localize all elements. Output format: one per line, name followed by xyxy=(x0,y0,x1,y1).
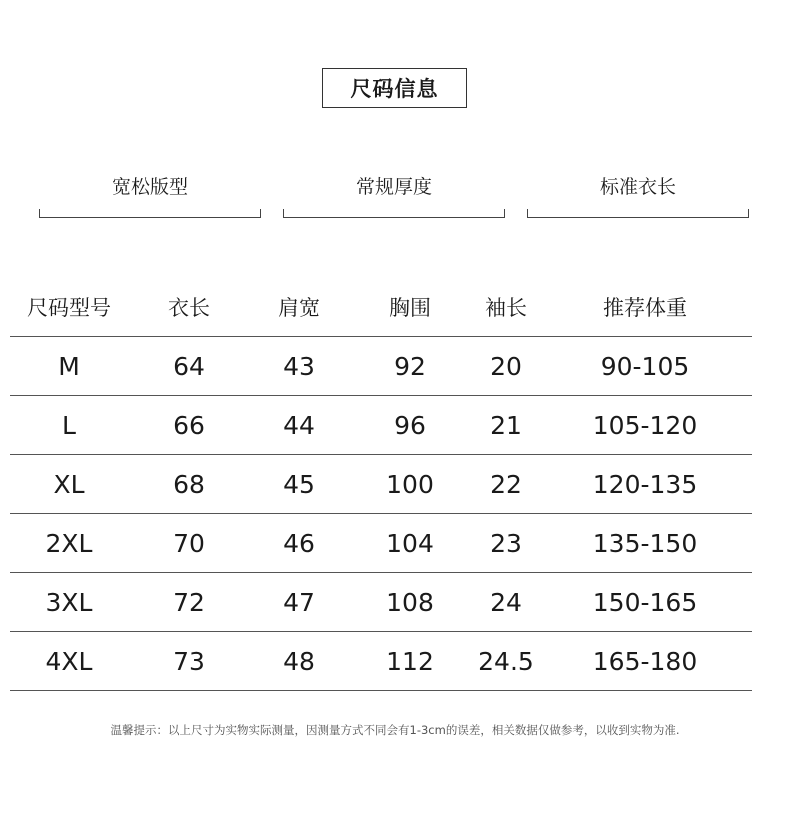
feature-thickness-label: 常规厚度 xyxy=(355,176,432,198)
cell-weight: 135-150 xyxy=(592,528,698,558)
feature-fit xyxy=(39,172,261,218)
cell-shoulder: 48 xyxy=(283,646,315,676)
cell-length: 68 xyxy=(173,469,205,499)
feature-bracket xyxy=(283,209,505,218)
cell-length: 70 xyxy=(173,528,205,558)
cell-size: 3XL xyxy=(45,587,93,617)
cell-chest: 108 xyxy=(386,587,434,617)
header-size: 尺码型号 xyxy=(27,296,111,320)
size-table xyxy=(10,278,752,691)
feature-fit-label: 宽松版型 xyxy=(111,176,188,198)
cell-shoulder: 44 xyxy=(283,410,315,440)
cell-chest: 104 xyxy=(386,528,434,558)
table-row xyxy=(10,514,752,573)
cell-length: 72 xyxy=(173,587,205,617)
table-body xyxy=(10,337,752,691)
cell-size: XL xyxy=(53,469,85,499)
cell-sleeve: 23 xyxy=(490,528,522,558)
cell-shoulder: 46 xyxy=(283,528,315,558)
cell-chest: 100 xyxy=(386,469,434,499)
cell-length: 73 xyxy=(173,646,205,676)
cell-chest: 92 xyxy=(394,351,426,381)
cell-shoulder: 47 xyxy=(283,587,315,617)
measurement-note: 温馨提示：以上尺寸为实物实际测量，因测量方式不同会有1-3cm的误差，相关数据仅做参考，以收到实物为准. xyxy=(110,723,680,737)
cell-shoulder: 43 xyxy=(283,351,315,381)
cell-sleeve: 24 xyxy=(490,587,522,617)
cell-weight: 105-120 xyxy=(592,410,698,440)
cell-shoulder: 45 xyxy=(283,469,315,499)
header-chest: 胸围 xyxy=(389,296,431,320)
cell-chest: 96 xyxy=(394,410,426,440)
feature-bracket xyxy=(527,209,749,218)
cell-sleeve: 24.5 xyxy=(478,646,534,676)
feature-length-label: 标准衣长 xyxy=(599,176,676,198)
feature-thickness xyxy=(283,172,505,218)
table-row xyxy=(10,573,752,632)
header-length: 衣长 xyxy=(168,296,210,320)
feature-length xyxy=(527,172,749,218)
table-row xyxy=(10,632,752,691)
cell-size: 4XL xyxy=(45,646,93,676)
cell-sleeve: 21 xyxy=(490,410,522,440)
table-row xyxy=(10,337,752,396)
cell-weight: 150-165 xyxy=(592,587,698,617)
cell-weight: 120-135 xyxy=(592,469,698,499)
table-row xyxy=(10,396,752,455)
cell-length: 66 xyxy=(173,410,205,440)
cell-weight: 165-180 xyxy=(592,646,698,676)
cell-weight: 90-105 xyxy=(600,351,690,381)
cell-sleeve: 20 xyxy=(490,351,522,381)
header-shoulder: 肩宽 xyxy=(278,296,320,320)
cell-size: M xyxy=(58,351,80,381)
table-header-row xyxy=(10,278,752,337)
cell-size: L xyxy=(62,410,76,440)
header-sleeve: 袖长 xyxy=(485,296,527,320)
table-row xyxy=(10,455,752,514)
cell-sleeve: 22 xyxy=(490,469,522,499)
cell-size: 2XL xyxy=(45,528,93,558)
cell-chest: 112 xyxy=(386,646,434,676)
cell-length: 64 xyxy=(173,351,205,381)
page-title: 尺码信息 xyxy=(322,68,467,108)
feature-bracket xyxy=(39,209,261,218)
header-weight: 推荐体重 xyxy=(603,296,687,320)
